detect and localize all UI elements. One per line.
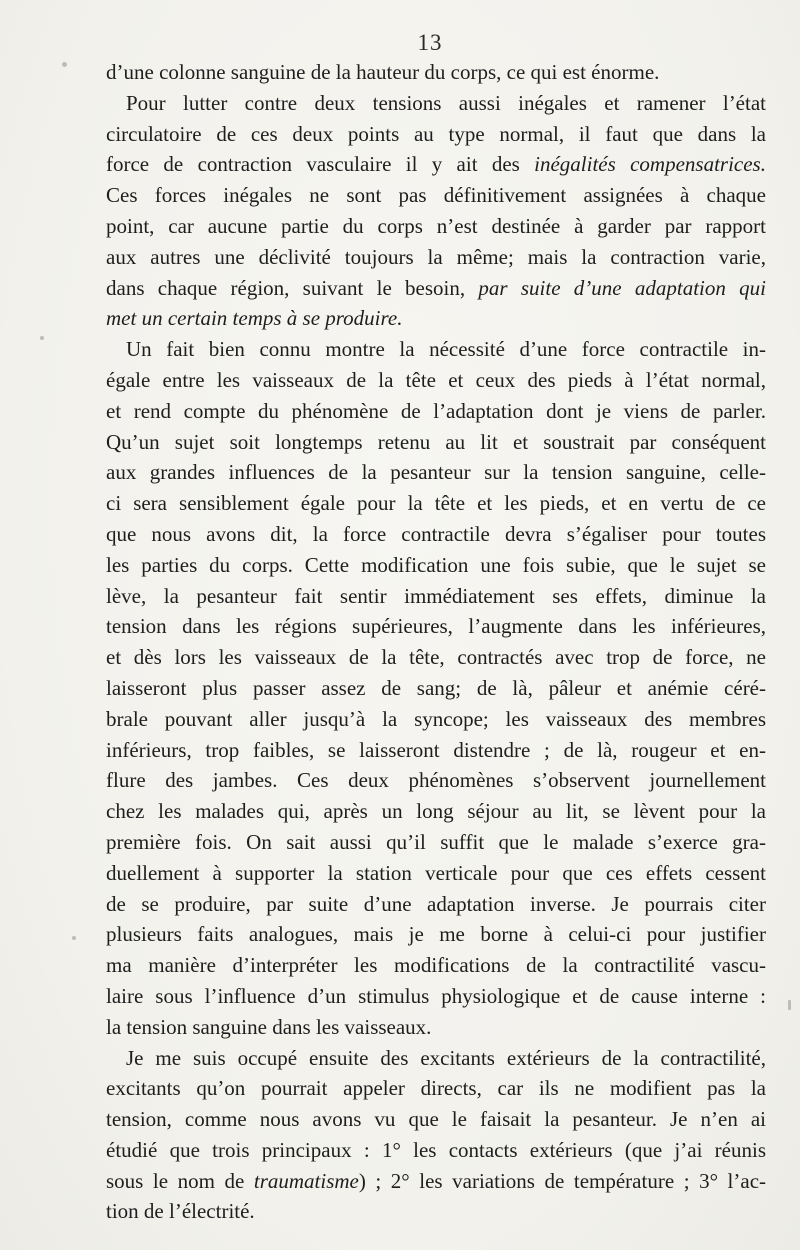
paragraph [106,334,766,1042]
text-run: Pour lutter contre deux tensions aussi inégales et ramener l’état [126,90,766,115]
text-run: ci sera sensiblement égale pour la tête et les pieds, et en vertu de ce [106,491,766,516]
text-run: ma manière d’interpréter les modifications de la contractilité vascu- [106,953,766,978]
text-run: force de contraction vasculaire il y ait des [106,152,535,177]
text-run: tension, comme nous avons vu que le faisait la pesanteur. Je n’en ai [106,1107,766,1132]
text-run: étudié que trois principaux : 1° les contacts extérieurs (que j’ai réunis [106,1137,766,1162]
text-line [106,242,766,273]
text-run: Ces forces inégales ne sont pas définitivement assignées à chaque [106,183,766,208]
text-line [106,1196,766,1227]
text-run: Qu’un sujet soit longtemps retenu au lit et soustrait par conséquent [106,429,766,454]
text-run: lève, la pesanteur fait sentir immédiatement ses effets, diminue la [106,583,766,608]
text-run: tion de l’électrité. [106,1199,255,1224]
text-line [106,396,766,427]
text-line [106,1073,766,1104]
text-line [106,519,766,550]
text-run: point, car aucune partie du corps n’est destinée à garder par rapport [106,213,766,238]
page-number: 13 [417,30,443,55]
text-run: égale entre les vaisseaux de la tête et ceux des pieds à l’état normal, [106,367,766,392]
text-line [106,827,766,858]
text-run: et dès lors les vaisseaux de la tête, contractés avec trop de force, ne [106,645,766,670]
text-run: de se produire, par suite d’une adaptation inverse. Je pourrais citer [106,891,766,916]
text-line [106,180,766,211]
text-run: sous le nom de [106,1168,254,1193]
text-line [106,119,766,150]
text-line [106,796,766,827]
text-run: excitants qu’on pourrait appeler directs, car ils ne modifient pas la [106,1076,766,1101]
text-run: aux autres une déclivité toujours la même; mais la contraction varie, [106,244,766,269]
text-line [106,673,766,704]
text-run: chez les malades qui, après un long séjour au lit, se lèvent pour la [106,799,766,824]
text-line [106,273,766,304]
text-line [106,1104,766,1135]
text-run: brale pouvant aller jusqu’à la syncope; les vaisseaux des membres [106,706,766,731]
italic-text: met un certain temps à se produire. [106,306,403,331]
text-run: les parties du corps. Cette modification une fois subie, que le sujet se [106,552,766,577]
text-line [106,889,766,920]
body-text [106,57,766,1227]
italic-text: traumatisme [253,1168,359,1193]
paper-speck [40,336,44,340]
text-line [106,642,766,673]
text-line [106,365,766,396]
text-line [106,57,766,88]
text-line [106,334,766,365]
text-run: flure des jambes. Ces deux phénomènes s’observent journellement [106,768,766,793]
text-run: laire sous l’influence d’un stimulus physiologique et de cause interne : [106,983,766,1008]
text-line [106,919,766,950]
text-run: dans chaque région, suivant le besoin, [106,275,479,300]
text-run: aux grandes influences de la pesanteur sur la tension sanguine, celle- [106,460,766,485]
text-line [106,581,766,612]
paper-speck [788,1000,791,1010]
text-run: Un fait bien connu montre la nécessité d’une force contractile in- [126,337,766,362]
text-run: circulatoire de ces deux points au type normal, il faut que dans la [106,121,766,146]
italic-text: inégalités compensatrices. [534,152,766,177]
text-line [106,211,766,242]
text-line [106,149,766,180]
paragraph [106,88,766,334]
text-run: inférieurs, trop faibles, se laisseront distendre ; de là, rougeur et en- [106,737,766,762]
text-run: première fois. On sait aussi qu’il suffit que le malade s’exerce gra- [106,829,766,854]
text-line [106,550,766,581]
paper-speck [62,62,67,67]
paragraph [106,57,766,88]
text-line [106,303,766,334]
text-run: duellement à supporter la station verticale pour que ces effets cessent [106,860,766,885]
text-line [106,457,766,488]
text-run: laisseront plus passer assez de sang; de là, pâleur et anémie céré- [106,675,766,700]
paper-speck [72,936,76,940]
text-run: plusieurs faits analogues, mais je me borne à celui-ci pour justifier [106,922,766,947]
text-line [106,611,766,642]
text-run: et rend compte du phénomène de l’adaptation dont je viens de parler. [106,398,766,423]
text-run: Je me suis occupé ensuite des excitants extérieurs de la contractilité, [126,1045,766,1070]
text-line [106,704,766,735]
text-run: ) ; 2° les variations de température ; 3° l’ac- [358,1168,767,1193]
text-line [106,427,766,458]
text-line [106,981,766,1012]
text-line [106,1043,766,1074]
text-run: d’une colonne sanguine de la hauteur du corps, ce qui est énorme. [106,60,660,84]
italic-text: par suite d’une adaptation qui [478,275,766,300]
text-line [106,765,766,796]
text-run: la tension sanguine dans les vaisseaux. [106,1014,432,1039]
text-line [106,1166,766,1197]
text-line [106,858,766,889]
text-line [106,1135,766,1166]
text-run: que nous avons dit, la force contractile devra s’égaliser pour toutes [106,521,766,546]
text-line [106,1012,766,1043]
text-run: tension dans les régions supérieures, l’augmente dans les inférieures, [106,614,766,639]
text-line [106,488,766,519]
text-line [106,950,766,981]
paragraph [106,1043,766,1228]
text-line [106,735,766,766]
text-line [106,88,766,119]
